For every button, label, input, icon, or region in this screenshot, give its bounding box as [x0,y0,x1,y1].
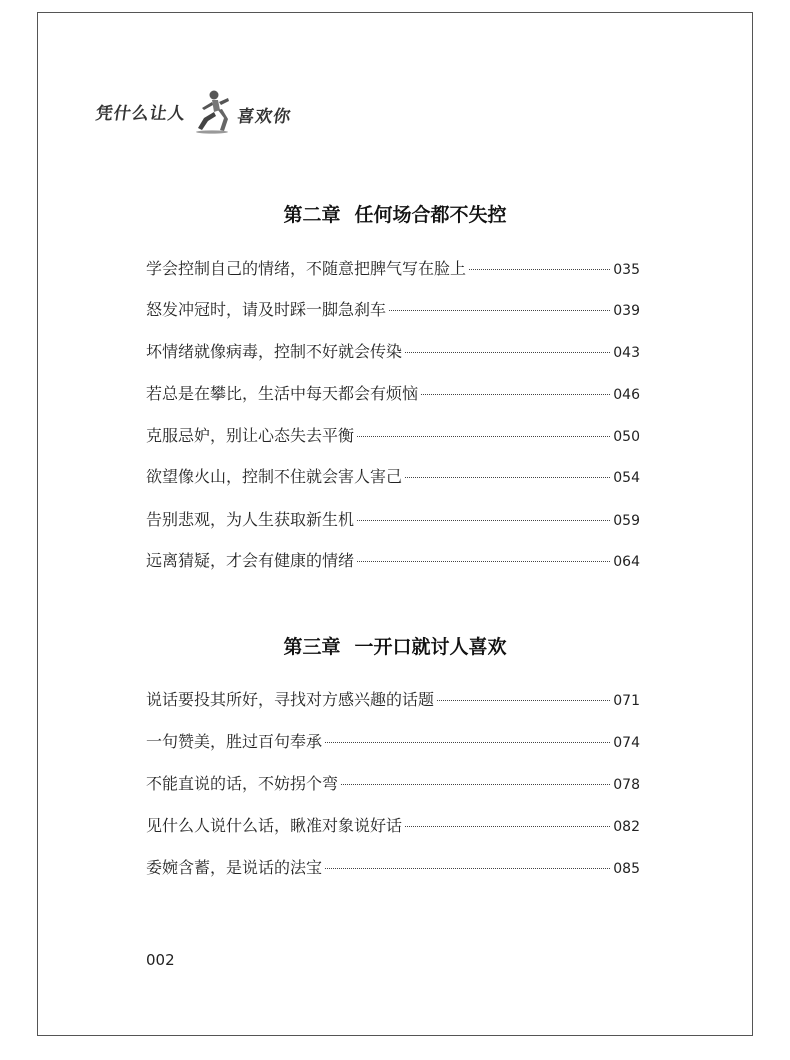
chapter-number: 第三章 [283,636,341,658]
kneeling-figure-icon [190,88,234,134]
toc-entry-title: 告别悲观，为人生获取新生机 [146,510,355,529]
toc-entry[interactable] [146,687,640,711]
dot-leader [357,436,610,437]
toc-entry-title: 坏情绪就像病毒，控制不好就会传染 [146,342,403,361]
dot-leader [357,561,610,562]
page-number: 002 [146,951,175,969]
header-title-right: 喜欢你 [235,106,293,127]
toc-entry-title: 远离猜疑，才会有健康的情绪 [146,551,355,570]
chapter-number: 第二章 [283,204,341,226]
header-title-left: 凭什么让人 [94,103,188,124]
toc-entry-page: 054 [613,470,640,486]
toc-entry-title: 不能直说的话，不妨拐个弯 [146,774,339,793]
dot-leader [437,700,610,701]
toc-entry-page: 078 [613,777,640,793]
toc-entry[interactable] [146,813,640,837]
dot-leader [325,742,610,743]
running-header [96,86,292,136]
toc-entry[interactable] [146,855,640,879]
toc-entry[interactable] [146,423,640,447]
toc-entry-page: 046 [613,387,640,403]
toc-entry[interactable] [146,507,640,531]
dot-leader [341,784,610,785]
dot-leader [389,310,610,311]
toc-entry[interactable] [146,256,640,280]
toc-entry-page: 074 [613,735,640,751]
toc-entry-page: 059 [613,513,640,529]
toc-entry-title: 若总是在攀比，生活中每天都会有烦恼 [146,384,419,403]
toc-entry-page: 082 [613,819,640,835]
toc-entry[interactable] [146,548,640,572]
toc-entry[interactable] [146,729,640,753]
toc-entry-title: 克服忌妒，别让心态失去平衡 [146,426,355,445]
dot-leader [405,352,610,353]
toc-entry-title: 说话要投其所好，寻找对方感兴趣的话题 [146,690,435,709]
toc-entry-page: 039 [613,303,640,319]
toc-entry-title: 见什么人说什么话，瞅准对象说好话 [146,816,403,835]
dot-leader [421,394,610,395]
toc-entry-title: 一句赞美，胜过百句奉承 [146,732,323,751]
toc-entry-page: 064 [613,554,640,570]
chapter-title: 任何场合都不失控 [354,204,507,226]
toc-entry[interactable] [146,339,640,363]
chapter-title: 一开口就讨人喜欢 [354,636,507,658]
dot-leader [405,477,610,478]
chapter-heading [37,200,753,227]
toc-entry-title: 欲望像火山，控制不住就会害人害己 [146,467,403,486]
dot-leader [325,868,610,869]
chapter-heading [37,632,753,659]
toc-entry-title: 怒发冲冠时，请及时踩一脚急刹车 [146,300,387,319]
dot-leader [405,826,610,827]
toc-entry[interactable] [146,464,640,488]
toc-entry-page: 035 [613,262,640,278]
toc-entry-page: 071 [613,693,640,709]
toc-entry-page: 085 [613,861,640,877]
dot-leader [357,520,610,521]
toc-entry-title: 委婉含蓄，是说话的法宝 [146,858,323,877]
toc-entry-page: 050 [613,429,640,445]
dot-leader [469,269,610,270]
toc-entry-title: 学会控制自己的情绪，不随意把脾气写在脸上 [146,259,467,278]
toc-entry-page: 043 [613,345,640,361]
toc-entry[interactable] [146,381,640,405]
toc-entry[interactable] [146,771,640,795]
toc-entry[interactable] [146,297,640,321]
